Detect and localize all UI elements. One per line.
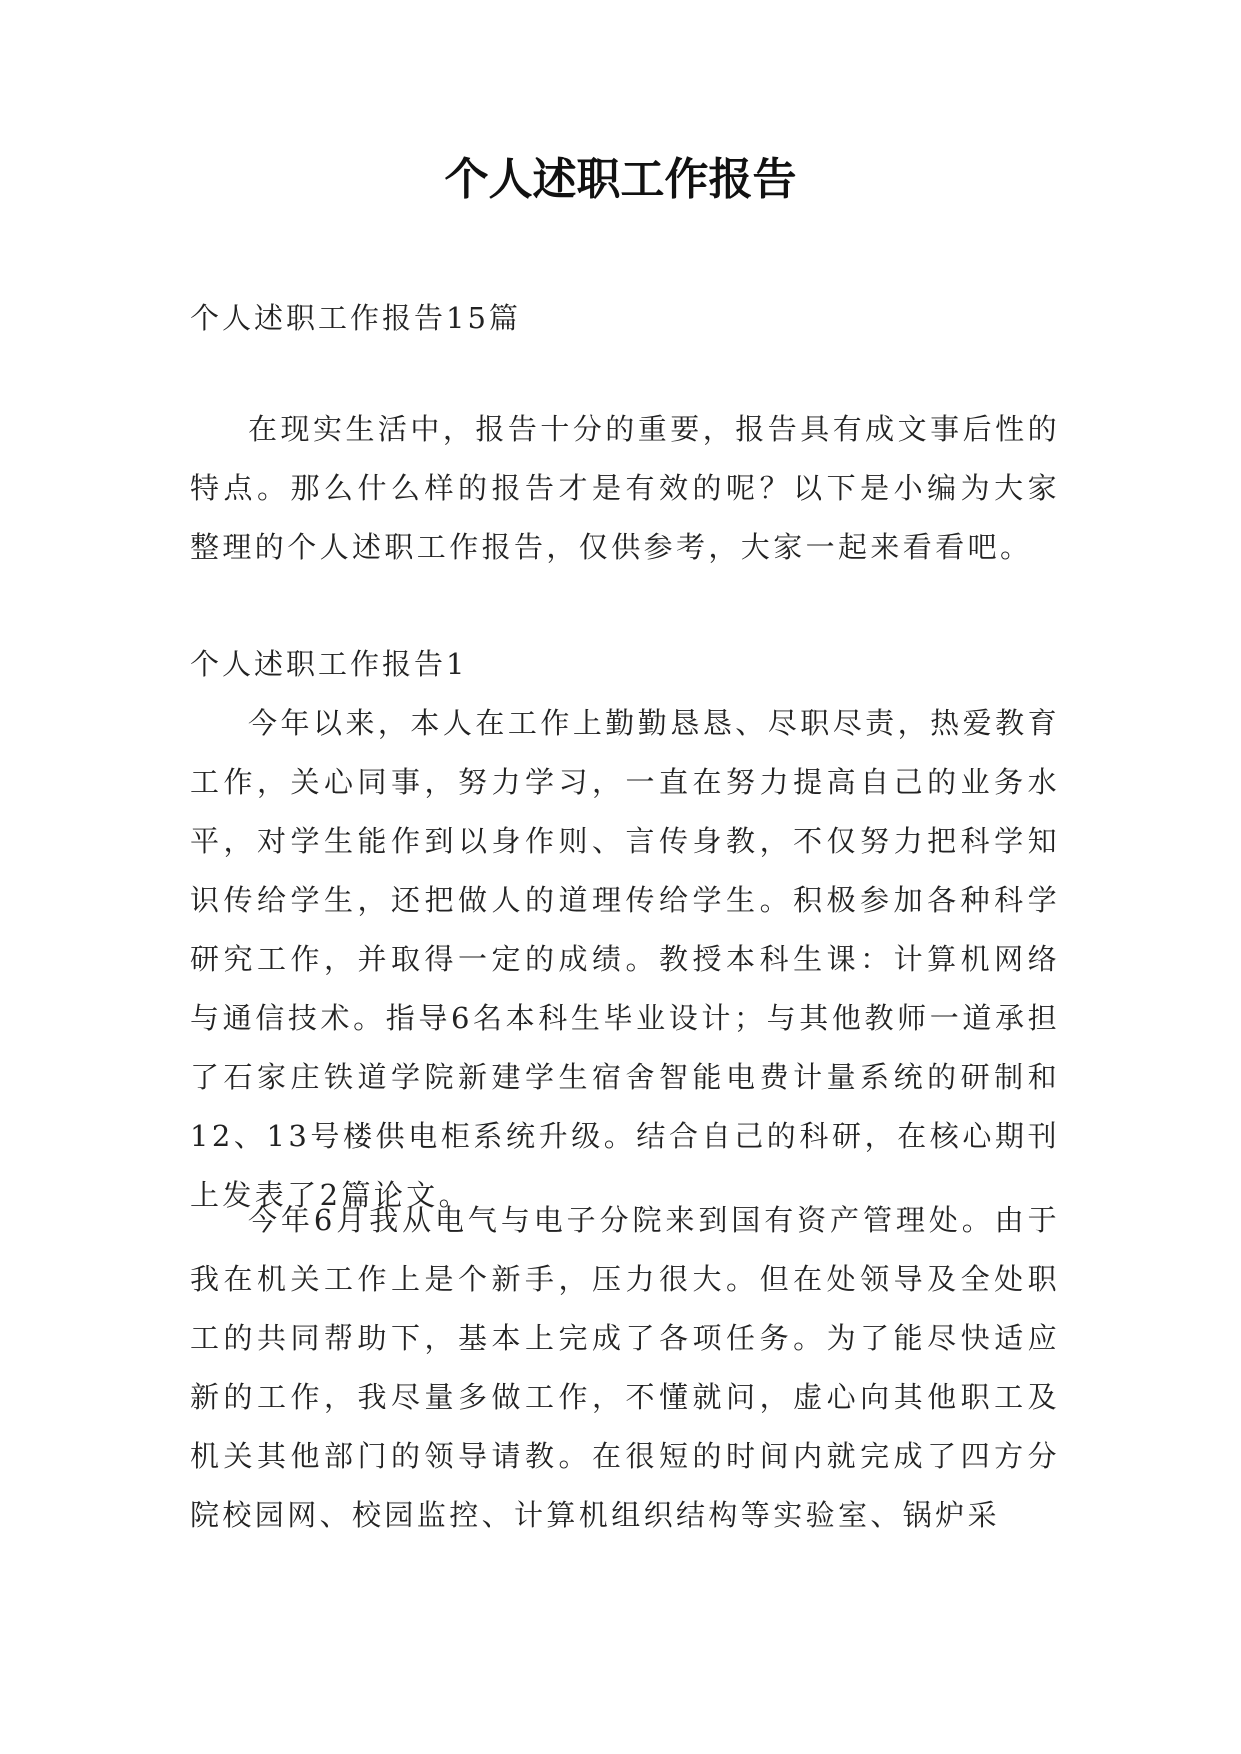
body-paragraph: 今年以来，本人在工作上勤勤恳恳、尽职尽责，热爱教育工作，关心同事，努力学习，一直在努力提高自己的业务水平，对学生能作到以身作则、言传身教，不仅努力把科学知识传给学生，还把做人的道理传给学生。积极参加各种科学研究工作，并取得一定的成绩。教授本科生课：计算机网络与通信技术。指导6名本科生毕业设计；与其他教师一道承担了石家庄铁道学院新建学生宿舍智能电费计量系统的研制和12、13号楼供电柜系统升级。结合自己的科研，在核心期刊上发表了2篇论文。 xyxy=(190,706,1060,1212)
document-title: 个人述职工作报告 xyxy=(444,154,797,205)
body-paragraph: 今年6月我从电气与电子分院来到国有资产管理处。由于我在机关工作上是个新手，压力很大。但在处领导及全处职工的共同帮助下，基本上完成了各项任务。为了能尽快适应新的工作，我尽量多做工作，不懂就问，虚心向其他职工及机关其他部门的领导请教。在很短的时间内就完成了四方分院校园网、校园监控、计算机组织结构等实验室、锅炉采 xyxy=(190,1203,1060,1532)
intro-paragraph: 在现实生活中，报告十分的重要，报告具有成文事后性的特点。那么什么样的报告才是有效的呢？以下是小编为大家整理的个人述职工作报告，仅供参考，大家一起来看看吧。 xyxy=(190,412,1060,564)
section-heading: 个人述职工作报告1 xyxy=(190,647,468,681)
document-subtitle: 个人述职工作报告15篇 xyxy=(190,301,521,335)
